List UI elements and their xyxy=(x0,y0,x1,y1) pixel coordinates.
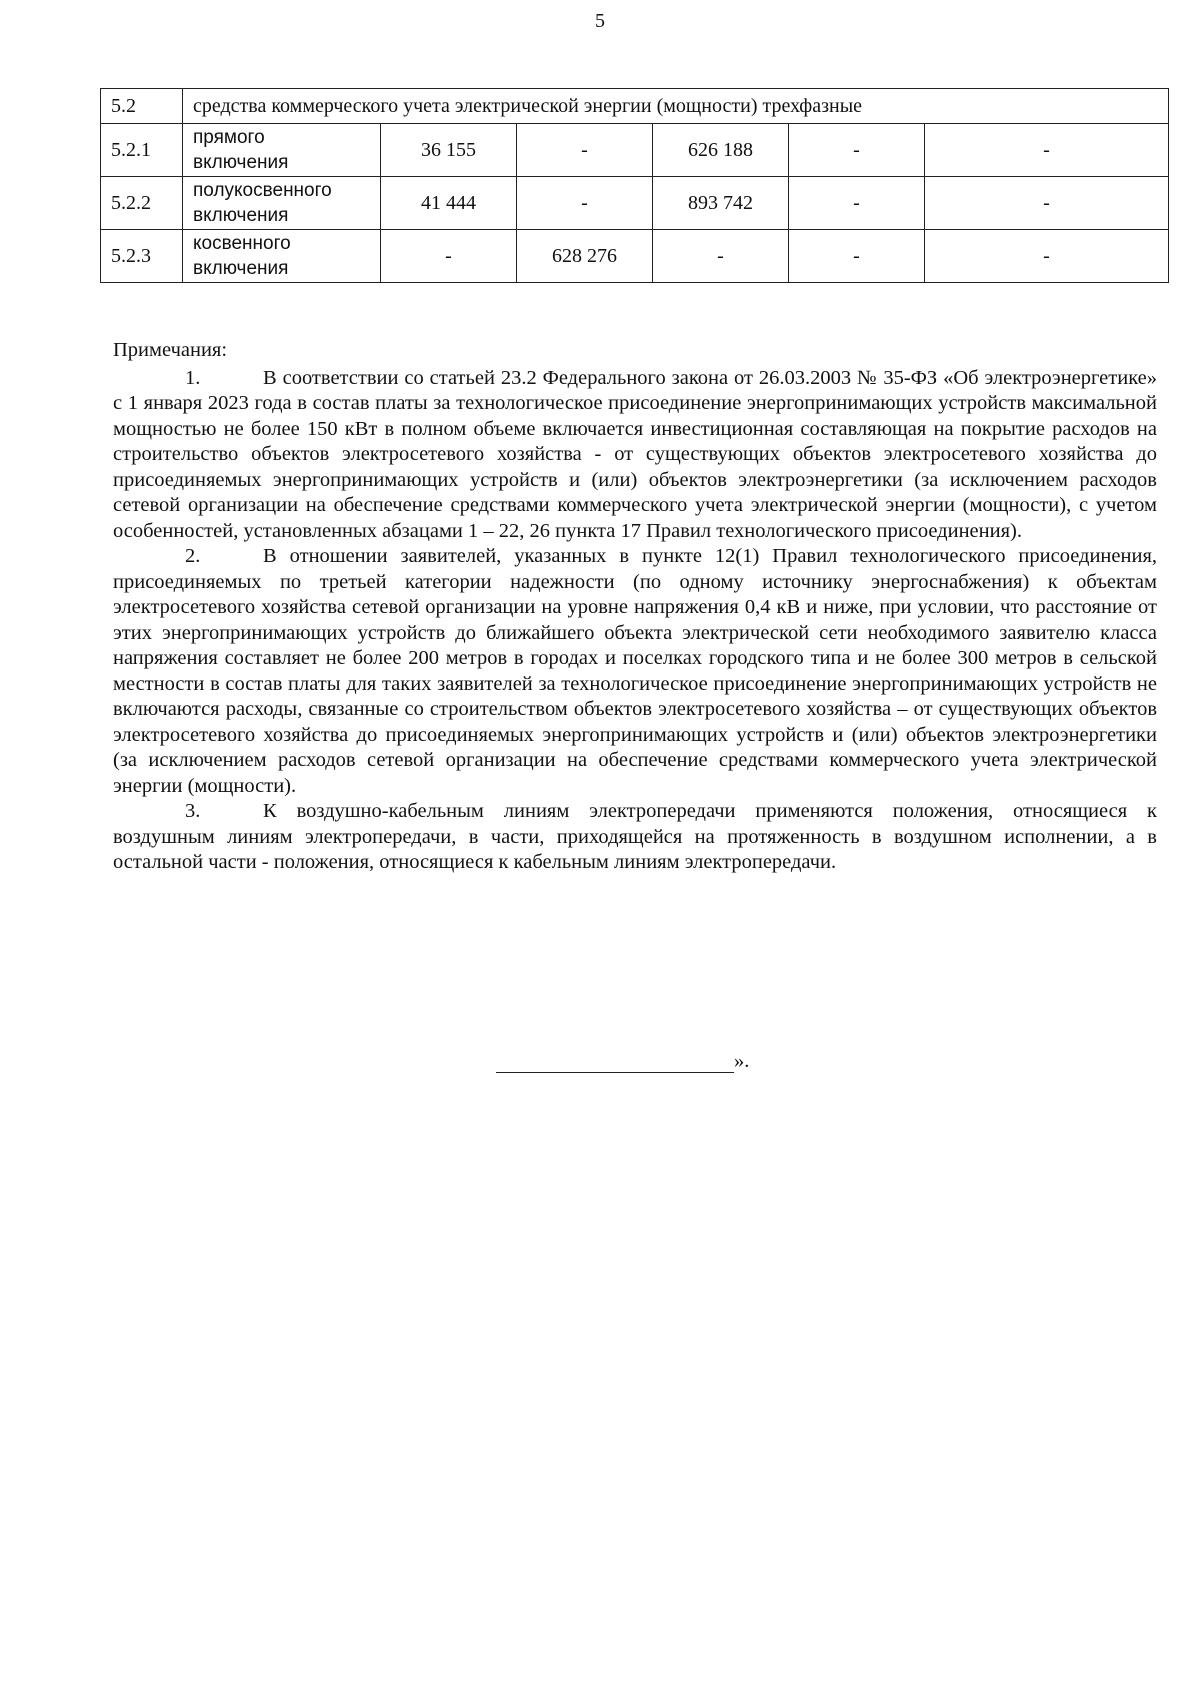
row-value: 628 276 xyxy=(517,230,653,283)
row-value: - xyxy=(653,230,789,283)
note-number: 2. xyxy=(185,545,201,567)
page-number: 5 xyxy=(595,10,605,32)
note-text: К воздушно-кабельным линиям электропередачи применяются положения, относящиеся к воздушным линиям электропередачи, в части, приходящейся на протяженность в воздушном исполнении, а в остальной части - положения, относящиеся к кабельным линиям электропередачи. xyxy=(113,800,1157,873)
row-value: - xyxy=(381,230,517,283)
row-name-line1: прямого xyxy=(193,127,265,148)
table-row xyxy=(101,124,1169,177)
row-value: 626 188 xyxy=(653,124,789,177)
row-name-line2: включения xyxy=(193,205,289,226)
row-value: - xyxy=(789,124,925,177)
note-text: В отношении заявителей, указанных в пункте 12(1) Правил технологического присоединения, присоединяемых по третьей категории надежности (по одному источнику энергоснабжения) к объектам электросетевого хозяйства сетевой организации на уровне напряжения 0,4 кВ и ниже, при условии, что расстояние от этих энергопринимающих устройств до ближайшего объекта электрической сети необходимого заявителю класса напряжения составляет не более 200 метров в городах и поселках городского типа и не более 300 метров в сельской местности в состав платы для таких заявителей за технологическое присоединение энергопринимающих устройств не включаются расходы, связанные со строительством объектов электросетевого хозяйства – от существующих объектов электросетевого хозяйства до присоединяемых энергопринимающих устройств и (или) объектов электроэнергетики (за исключением расходов сетевой организации на обеспечение средствами коммерческого учета электрической энергии (мощности). xyxy=(113,545,1157,797)
closing-mark xyxy=(496,1050,749,1073)
closing-underline xyxy=(496,1052,734,1073)
row-name-line2: включения xyxy=(193,152,289,173)
table-group-row xyxy=(101,89,1169,124)
note-number: 1. xyxy=(185,366,201,389)
row-name-line1: полукосвенного xyxy=(193,180,332,201)
row-name-line1: косвенного xyxy=(193,233,291,254)
row-value: - xyxy=(925,124,1169,177)
note-item xyxy=(113,799,1157,876)
row-code: 5.2.3 xyxy=(101,230,183,283)
row-value: - xyxy=(925,177,1169,230)
row-value: - xyxy=(517,124,653,177)
row-code: 5.2.2 xyxy=(101,177,183,230)
row-name-line2: включения xyxy=(193,258,289,279)
row-value: - xyxy=(925,230,1169,283)
row-code: 5.2.1 xyxy=(101,124,183,177)
row-value: 893 742 xyxy=(653,177,789,230)
table-row xyxy=(101,230,1169,283)
row-name xyxy=(183,230,381,283)
note-item xyxy=(113,366,1157,545)
row-name xyxy=(183,124,381,177)
closing-quote: ». xyxy=(734,1050,750,1072)
row-value: - xyxy=(789,177,925,230)
row-value: - xyxy=(789,230,925,283)
tariff-table xyxy=(100,88,1169,283)
notes-title: Примечания: xyxy=(113,339,228,361)
row-value: 36 155 xyxy=(381,124,517,177)
note-text: В соответствии со статьей 23.2 Федерального закона от 26.03.2003 № 35-ФЗ «Об электроэнергетике» с 1 января 2023 года в состав платы за технологическое присоединение энергопринимающих устройств максимальной мощностью не более 150 кВт в полном объеме включается инвестиционная составляющая на покрытие расходов на строительство объектов электросетевого хозяйства - от существующих объектов электросетевого хозяйства до присоединяемых энергопринимающих устройств и (или) объектов электроэнергетики (за исключением расходов сетевой организации на обеспечение средствами коммерческого учета электрической энергии (мощности), с учетом особенностей, установленных абзацами 1 – 22, 26 пункта 17 Правил технологического присоединения). xyxy=(113,366,1157,542)
row-value: - xyxy=(517,177,653,230)
group-code: 5.2 xyxy=(101,89,183,124)
table-row xyxy=(101,177,1169,230)
row-value: 41 444 xyxy=(381,177,517,230)
row-name xyxy=(183,177,381,230)
notes-section xyxy=(113,338,1157,876)
note-item xyxy=(113,544,1157,799)
note-number: 3. xyxy=(185,800,201,822)
group-title: средства коммерческого учета электрической энергии (мощности) трехфазные xyxy=(183,89,1169,124)
